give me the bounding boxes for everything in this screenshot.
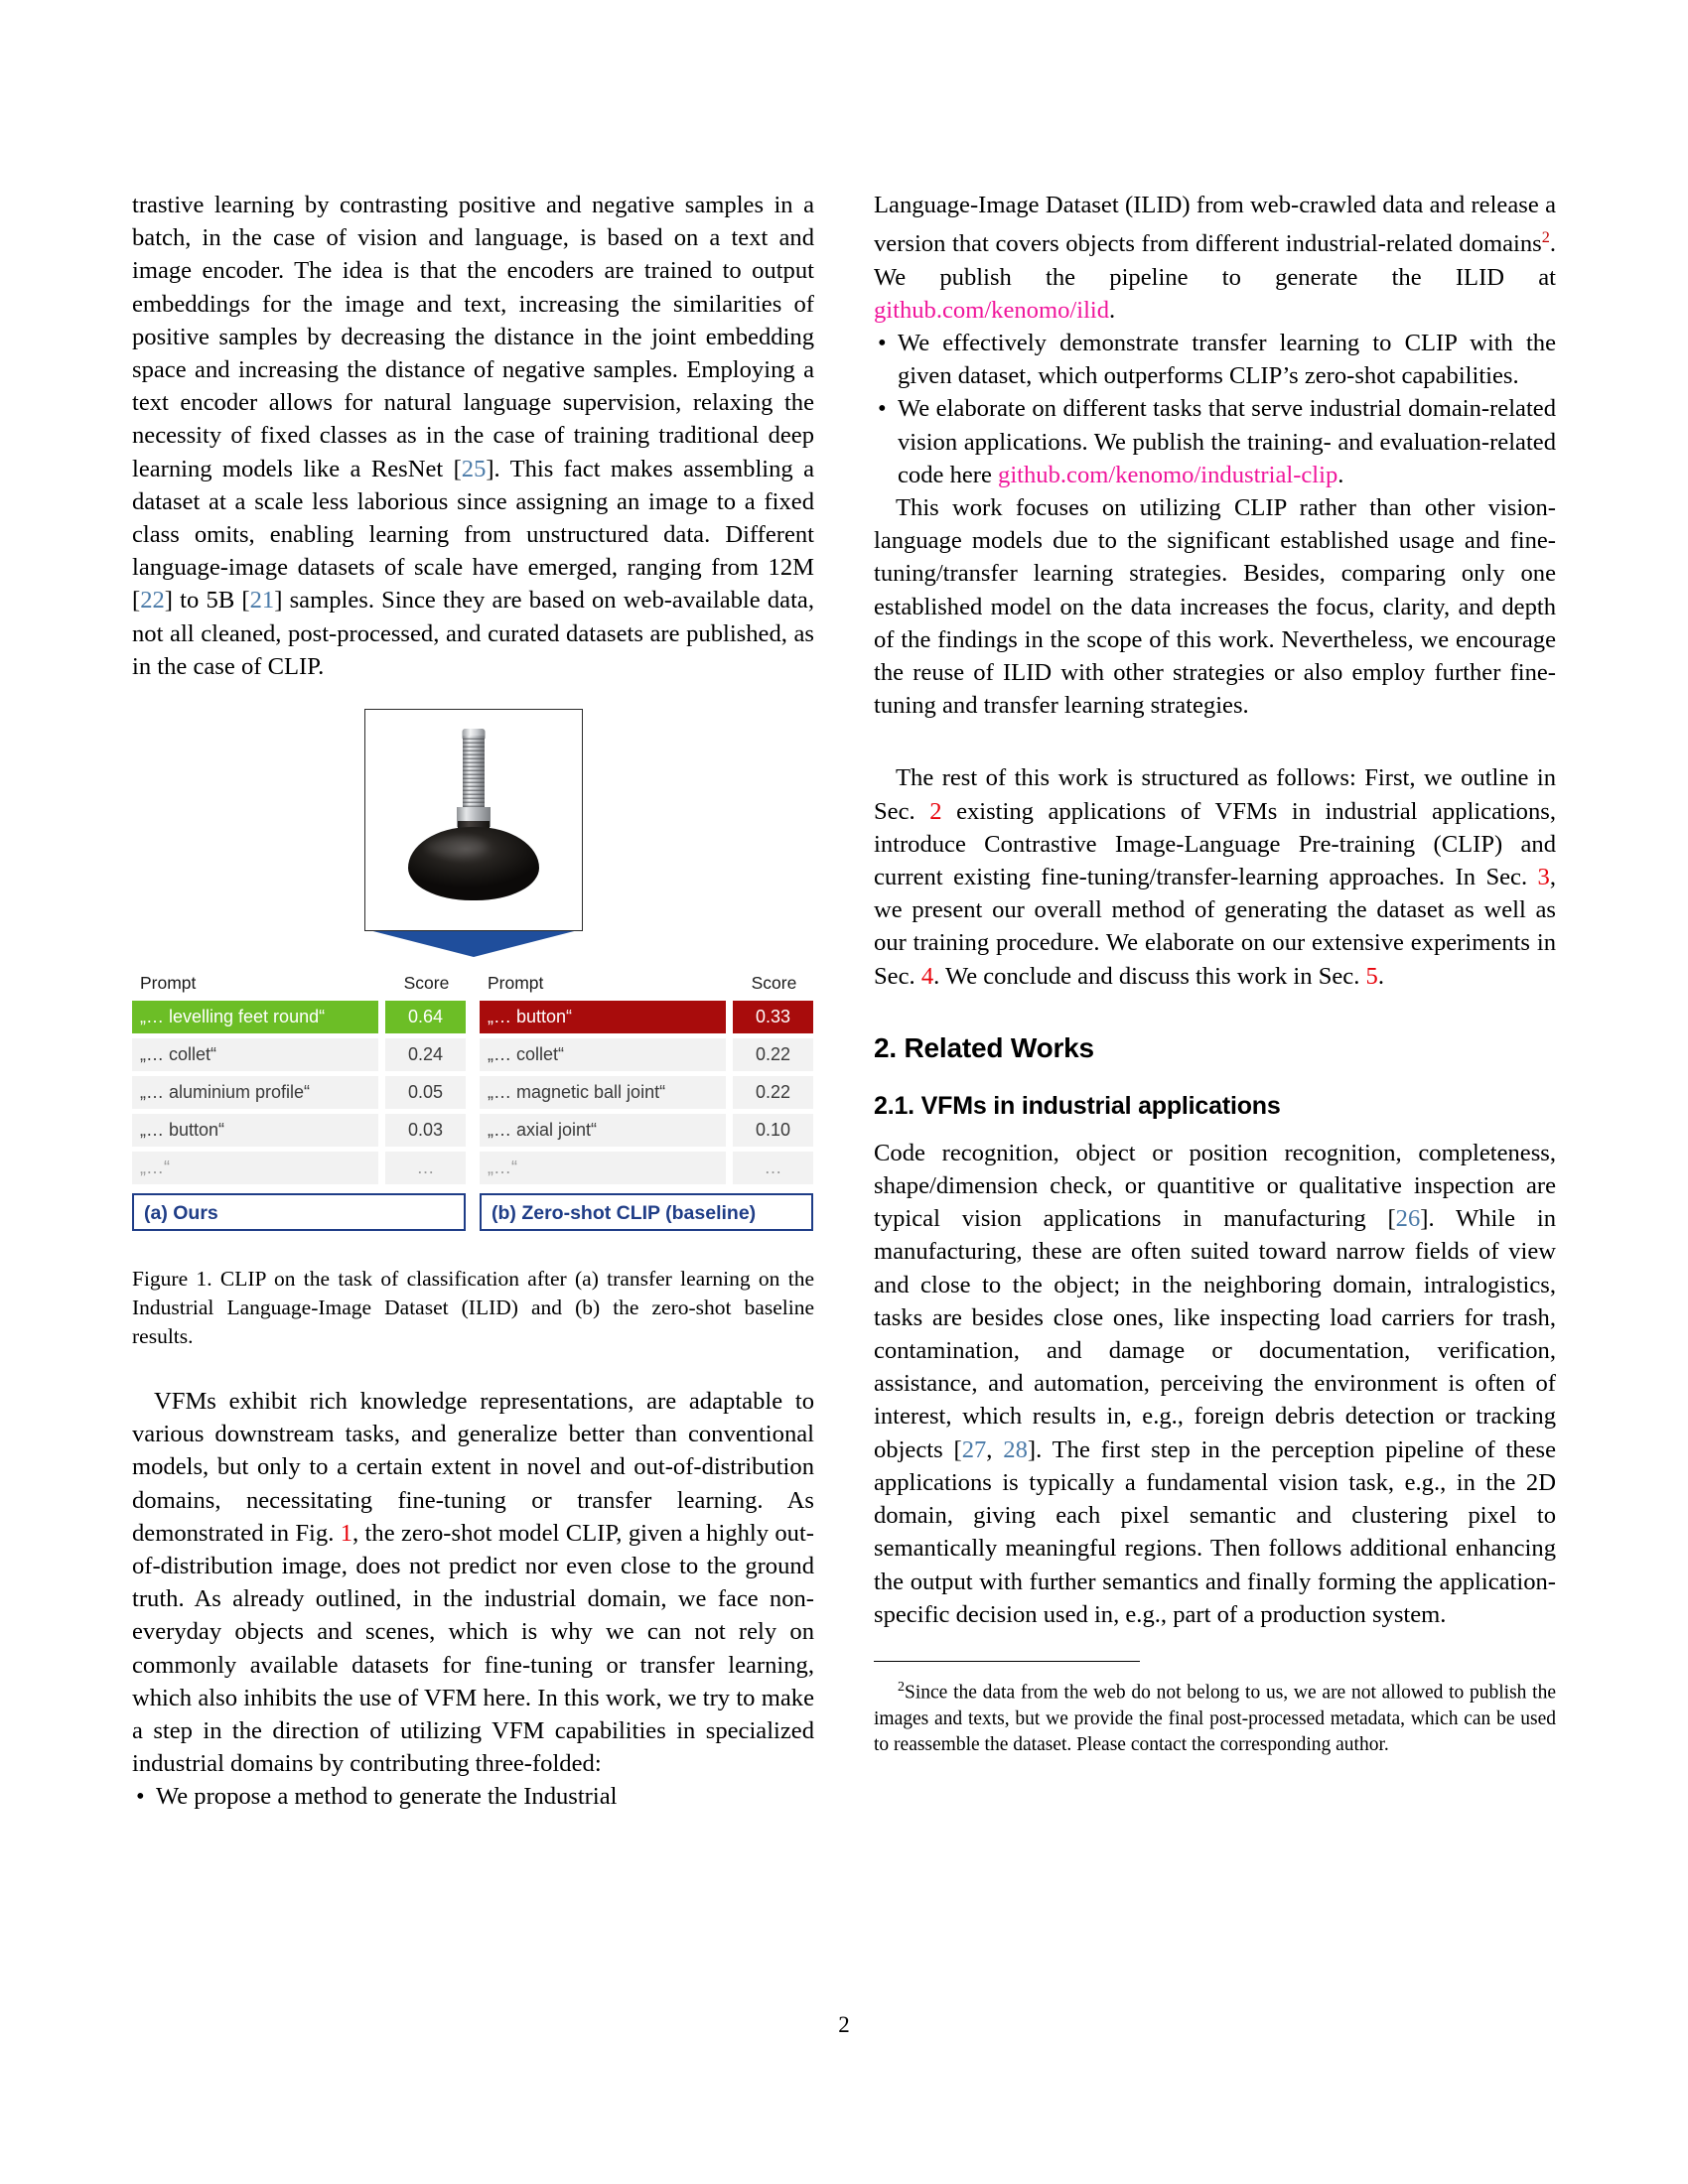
rubber-base <box>408 827 539 900</box>
figure-reference-1[interactable]: 1 <box>340 1519 353 1547</box>
list-item <box>132 1780 814 1813</box>
cell-prompt: „…“ <box>132 1152 378 1184</box>
column-header-prompt: Prompt <box>140 973 197 994</box>
figure-tables <box>132 973 814 1231</box>
text-run: , we present our overall method of generating the dataset as well as our training procedure. We elaborate on our extensive experiments in Sec. <box>874 864 1556 990</box>
table-header-row <box>132 973 466 1001</box>
table-row <box>480 1038 813 1071</box>
paragraph-structure <box>874 761 1556 992</box>
text-run: Since the data from the web do not belong to us, we are not allowed to publish the images and texts, but we provide the final post-processed metadata, which can be used to reassemble the dataset. Please contact the corresponding author. <box>874 1682 1556 1756</box>
citation-22[interactable]: 22 <box>140 587 165 614</box>
left-column <box>132 189 814 1814</box>
table-row <box>132 1114 466 1147</box>
cell-prompt: „… aluminium profile“ <box>132 1076 378 1109</box>
table-ours <box>132 973 466 1231</box>
cell-prompt: „… button“ <box>132 1114 378 1147</box>
page-number: 2 <box>838 2012 850 2037</box>
cell-score: … <box>733 1152 813 1184</box>
right-column <box>874 189 1556 1814</box>
bullet-text: We propose a method to generate the Industrial <box>156 1783 618 1811</box>
citation-26[interactable]: 26 <box>1395 1205 1421 1233</box>
text-run: ] samples. Since they are based on web-available data, not all cleaned, post-processed, and curated datasets are published, as in the case of CLIP. <box>132 587 814 680</box>
table-row <box>480 1001 813 1033</box>
text-run: . <box>1377 962 1384 990</box>
cell-score: 0.22 <box>733 1038 813 1071</box>
cell-score: 0.10 <box>733 1114 813 1147</box>
subfigure-caption-a: (a) Ours <box>132 1193 466 1231</box>
footnote-content <box>874 1674 1556 1759</box>
text-run: ]. The first step in the perception pipeline of these applications is typically a fundamental vision task, e.g., in the 2D domain, giving each pixel semantic and clustering pixel to semantically meaningful regions. Then follows additional enhancing the output with further semantics and finally forming the application-specific decision used in, e.g., part of a production system. <box>874 1435 1557 1628</box>
footnote-separator-rule <box>874 1661 1140 1662</box>
section-reference-2[interactable]: 2 <box>929 797 942 825</box>
figure-arrow-wrapper <box>132 929 814 957</box>
text-run: . We conclude and discuss this work in Sec. <box>933 962 1366 990</box>
cell-prompt: „… magnetic ball joint“ <box>480 1076 726 1109</box>
subsection-heading-vfms-industrial: 2.1. VFMs in industrial applications <box>874 1091 1281 1120</box>
cell-score: 0.22 <box>733 1076 813 1109</box>
table-row <box>480 1114 813 1147</box>
text-run: VFMs exhibit rich knowledge representations, are adaptable to various downstream tasks, and generalize better than conventional models, but only to a certain extent in novel and out-of-distribution domains, necessitating fine-tuning or transfer learning. As demonstrated in Fig. <box>132 1388 814 1547</box>
text-run: . We publish the pipeline to generate the ILID at <box>874 230 1556 291</box>
threaded-bolt <box>463 736 485 811</box>
text-run: . <box>1109 296 1116 324</box>
figure-caption: Figure 1. CLIP on the task of classification after (a) transfer learning on the Industrial Language-Image Dataset (ILID) and (b) the zero-shot baseline results. <box>132 1267 814 1349</box>
cell-score: 0.24 <box>385 1038 466 1071</box>
citation-25[interactable]: 25 <box>461 455 487 482</box>
text-run: , <box>986 1435 1004 1463</box>
text-run: The rest of this work is structured as follows: First, we outline in Sec. <box>874 764 1556 825</box>
contributions-list-right <box>874 327 1556 491</box>
footnote-block <box>874 1661 1556 1759</box>
list-item <box>874 327 1556 392</box>
cell-score: 0.33 <box>733 1001 813 1033</box>
cell-score: 0.64 <box>385 1001 466 1033</box>
paragraph-vfm <box>132 1385 814 1780</box>
citation-21[interactable]: 21 <box>249 587 275 614</box>
contribution-1-continued <box>874 189 1556 327</box>
text-run: ]. This fact makes assembling a dataset at a scale less laborious since assigning an image to a fixed class omits, enabling learning from unstructured data. Different language-image datasets of scale have emerged, ranging from 12M [ <box>132 455 814 614</box>
table-row <box>132 1076 466 1109</box>
table-row <box>132 1152 466 1184</box>
column-header-score: Score <box>751 973 797 994</box>
citation-28[interactable]: 28 <box>1003 1435 1028 1463</box>
section-heading-related-works: 2. Related Works <box>874 1031 1094 1063</box>
paragraph-related-works-body <box>874 1137 1556 1631</box>
cell-score: … <box>385 1152 466 1184</box>
list-item <box>874 392 1556 491</box>
cell-prompt: „… collet“ <box>480 1038 726 1071</box>
cell-prompt: „…“ <box>480 1152 726 1184</box>
cell-score: 0.03 <box>385 1114 466 1147</box>
section-reference-3[interactable]: 3 <box>1537 864 1550 891</box>
text-run: trastive learning by contrasting positive and negative samples in a batch, in the case of vision and language, is based on a text and image encoder. The idea is that the encoders are trained to output embeddings for the image and text, increasing the similarities of positive samples by decreasing the distance in the joint embedding space and increasing the distance of negative samples. Employing a text encoder allows for natural language supervision, relaxing the necessity of fixed classes as in the case of training traditional deep learning models like a ResNet [ <box>132 192 814 482</box>
link-ilid-repo[interactable]: github.com/kenomo/ilid <box>874 296 1110 324</box>
contributions-list-left <box>132 1780 814 1813</box>
text-run: Language-Image Dataset (ILID) from web-crawled data and release a version that covers objects from different industrial-related domains <box>874 192 1556 258</box>
table-zeroshot-clip <box>480 973 813 1231</box>
cell-score: 0.05 <box>385 1076 466 1109</box>
footnote-marker-2[interactable]: 2 <box>1541 228 1550 247</box>
table-row <box>480 1152 813 1184</box>
cell-prompt: „… axial joint“ <box>480 1114 726 1147</box>
cell-prompt: „… button“ <box>480 1001 726 1033</box>
text-run: We elaborate on different tasks that serve industrial domain-related vision applications. We publish the training- and evaluation-related code here <box>898 395 1556 488</box>
down-arrow-icon <box>365 929 582 957</box>
citation-27[interactable]: 27 <box>961 1435 987 1463</box>
table-row <box>132 1001 466 1033</box>
cell-prompt: „… collet“ <box>132 1038 378 1071</box>
text-run: ]. While in manufacturing, these are often suited toward narrow fields of view and close to the object; in the neighboring domain, intralogistics, tasks are besides close ones, like inspecting load carriers for trash, contamination, and damage or documentation, verification, assistance, and automation, perceiving the environment is often of interest, which results in, e.g., foreign debris detection or tracking objects [ <box>874 1205 1556 1463</box>
text-run: , the zero-shot model CLIP, given a highly out-of-distribution image, does not predict nor even close to the ground truth. As already outlined, in the industrial domain, we face non-everyday objects and scenes, which is why we can not rely on commonly available datasets for fine-tuning or transfer learning, which also inhibits the use of VFM here. In this work, we try to make a step in the direction of utilizing VFM capabilities in specialized industrial domains by contributing three-folded: <box>132 1519 814 1778</box>
section-reference-4[interactable]: 4 <box>920 962 934 990</box>
table-row <box>480 1076 813 1109</box>
text-run: . <box>1337 461 1344 488</box>
bullet-text: We effectively demonstrate transfer learning to CLIP with the given dataset, which outperforms CLIP’s zero-shot capabilities. <box>898 330 1556 390</box>
paragraph-focus-on-clip: This work focuses on utilizing CLIP rather than other vision-language models due to the significant established usage and fine-tuning/transfer learning strategies. Besides, comparing only one established model on the data increases the focus, clarity, and depth of the findings in the scope of this work. Nevertheless, we encourage the reuse of ILID with other strategies or also employ further fine-tuning and transfer learning strategies. <box>874 494 1556 720</box>
cell-prompt: „… levelling feet round“ <box>132 1001 378 1033</box>
column-header-score: Score <box>403 973 450 994</box>
text-run: Code recognition, object or position recognition, completeness, shape/dimension check, or quantitive or qualitative inspection are typical vision applications in manufacturing [ <box>874 1139 1556 1233</box>
section-reference-5[interactable]: 5 <box>1365 962 1378 990</box>
text-run: existing applications of VFMs in industrial applications, introduce Contrastive Image-Language Pre-training (CLIP) and current existing fine-tuning/transfer-learning approaches. In Sec. <box>874 797 1556 891</box>
footnote-number: 2 <box>898 1678 906 1695</box>
paragraph-contrastive-learning <box>132 189 814 683</box>
levelling-foot-photo <box>364 709 583 931</box>
table-header-row <box>480 973 813 1001</box>
subfigure-caption-b: (b) Zero-shot CLIP (baseline) <box>480 1193 813 1231</box>
column-header-prompt: Prompt <box>488 973 544 994</box>
two-column-layout <box>132 189 1556 1814</box>
figure-1 <box>132 709 814 1351</box>
text-run: ] to 5B [ <box>164 587 250 614</box>
figure-photo-wrapper <box>132 709 814 931</box>
table-row <box>132 1038 466 1071</box>
link-industrial-clip-repo[interactable]: github.com/kenomo/industrial-clip <box>998 461 1338 488</box>
